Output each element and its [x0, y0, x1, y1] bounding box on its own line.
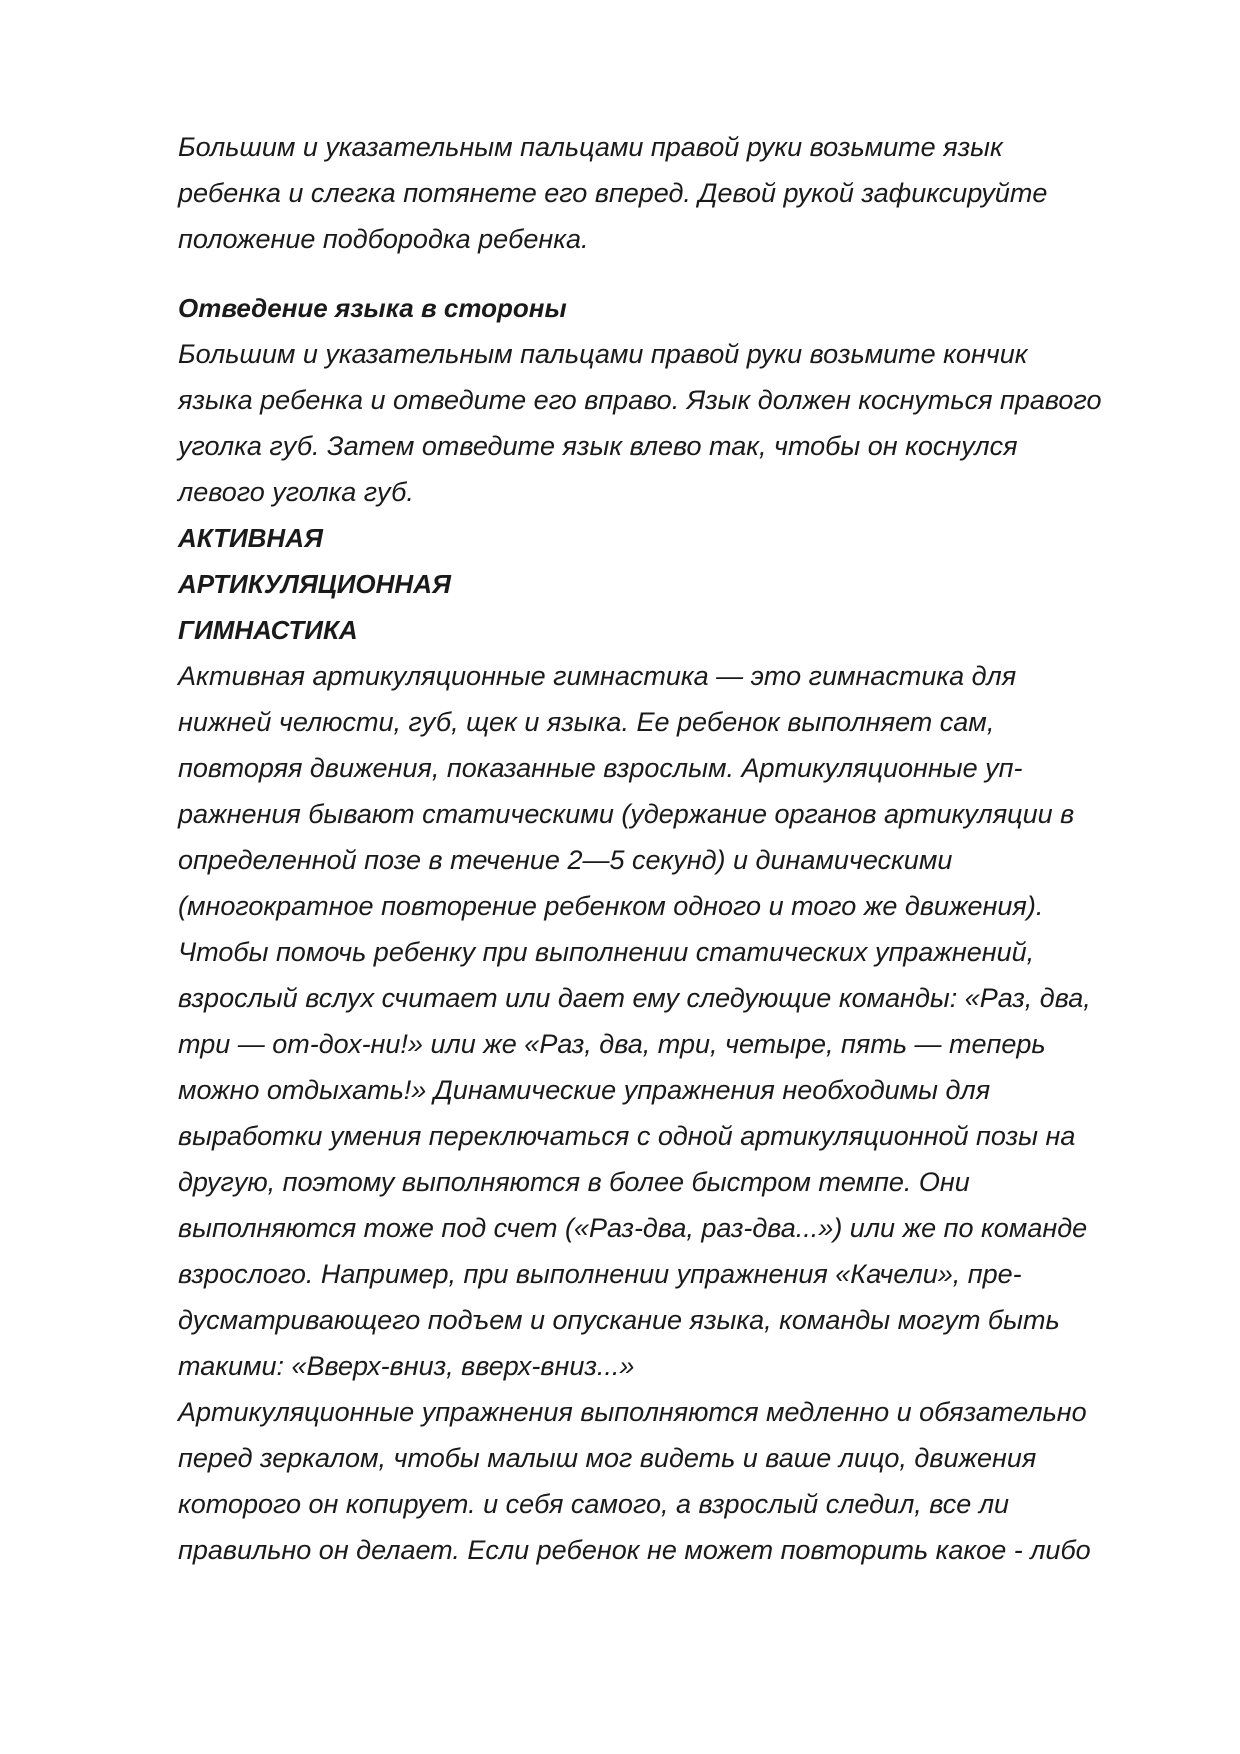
- section-heading: Отведение языка в стороны: [178, 293, 567, 323]
- sides-line-4: левого уголка губ.: [178, 477, 414, 507]
- active-line-9: три — от-дох-ни!» или же «Раз, два, три, четыре, пять — теперь: [178, 1029, 1046, 1059]
- mirror-line-1: Артикуляционные упражнения выполняются медленно и обязательно: [178, 1397, 1087, 1427]
- active-line-7: Чтобы помочь ребенку при выполнении статических упражнений,: [178, 937, 1035, 967]
- active-line-3: повторяя движения, показанные взрослым. Артикуляционные уп-: [178, 753, 1023, 783]
- main-heading-line-2: АРТИКУЛЯЦИОННАЯ: [178, 569, 451, 599]
- main-heading-line-3: ГИМНАСТИКА: [178, 615, 358, 645]
- active-line-14: взрослого. Например, при выполнении упражнения «Качели», пре-: [178, 1259, 1022, 1289]
- sides-line-3: уголка губ. Затем отведите язык влево так, чтобы он коснулся: [178, 431, 1018, 461]
- active-line-1: Активная артикуляционные гимнастика — это гимнастика для: [178, 661, 1017, 691]
- active-line-16: такими: «Вверх-вниз, вверх-вниз...»: [178, 1351, 635, 1381]
- mirror-line-2: перед зеркалом, чтобы малыш мог видеть и ваше лицо, движения: [178, 1443, 1037, 1473]
- active-line-15: дусматривающего подъем и опускание языка, команды могут быть: [178, 1305, 1060, 1335]
- mirror-line-4: правильно он делает. Если ребенок не может повторить какое - либо: [178, 1535, 1091, 1565]
- active-line-10: можно отдыхать!» Динамические упражнения необходимы для: [178, 1075, 991, 1105]
- active-line-5: определенной позе в течение 2—5 секунд) и динамическими: [178, 845, 953, 875]
- intro-line-1: Большим и указательным пальцами правой руки возьмите язык: [178, 132, 1003, 162]
- active-line-2: нижней челюсти, губ, щек и языка. Ее ребенок выполняет сам,: [178, 707, 995, 737]
- mirror-line-3: которого он копирует. и себя самого, а взрослый следил, все ли: [178, 1489, 1010, 1519]
- active-line-8: взрослый вслух считает или дает ему следующие команды: «Раз, два,: [178, 983, 1091, 1013]
- active-line-13: выполняются тоже под счет («Раз-два, раз-два...») или же по команде: [178, 1213, 1088, 1243]
- intro-line-2: ребенка и слегка потянете его вперед. Девой рукой зафиксируйте: [178, 178, 1048, 208]
- sides-line-1: Большим и указательным пальцами правой руки возьмите кончик: [178, 339, 1028, 369]
- intro-line-3: положение подбородка ребенка.: [178, 224, 589, 254]
- active-line-6: (многократное повторение ребенком одного и того же движения).: [178, 891, 1044, 921]
- active-line-4: ражнения бывают статическими (удержание органов артикуляции в: [178, 799, 1075, 829]
- main-heading-line-1: АКТИВНАЯ: [178, 523, 323, 553]
- active-line-12: другую, поэтому выполняются в более быстром темпе. Они: [178, 1167, 970, 1197]
- active-line-11: выработки умения переключаться с одной артикуляционной позы на: [178, 1121, 1076, 1151]
- sides-line-2: языка ребенка и отведите его вправо. Язык должен коснуться правого: [178, 385, 1102, 415]
